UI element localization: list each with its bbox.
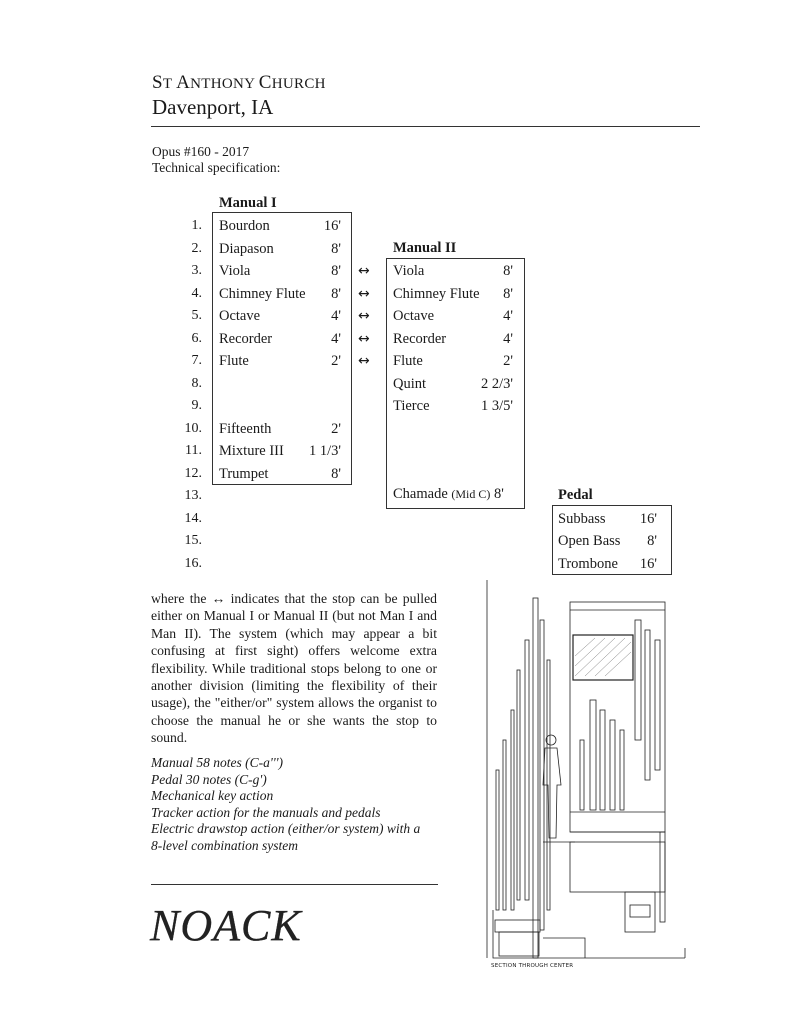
- row-number: 8.: [191, 375, 202, 391]
- row-number: 4.: [191, 285, 202, 301]
- organ-section-drawing: [485, 580, 697, 965]
- stop-pitch: 16': [639, 555, 657, 572]
- church-location: Davenport, IA: [152, 95, 274, 119]
- manual1-stop: [219, 466, 341, 483]
- spec-line: Manual 58 notes (C-a'''): [151, 755, 284, 770]
- manual2-stop: [393, 286, 513, 303]
- either-or-arrow: ↔: [358, 330, 370, 347]
- stop-pitch: 16': [639, 510, 657, 527]
- stop-name: Mixture III: [219, 443, 284, 459]
- noack-logo: [148, 898, 343, 948]
- stop-pitch: 4': [503, 308, 513, 324]
- manual1-stop: [219, 241, 341, 258]
- pedal-heading: Pedal: [558, 487, 593, 503]
- stop-pitch: 4': [331, 308, 341, 324]
- stop-name: Trombone: [558, 555, 618, 572]
- row-number: 16.: [184, 555, 202, 571]
- stop-pitch: 4': [503, 330, 513, 347]
- either-or-arrow: ↔: [358, 353, 370, 369]
- opus-number: Opus #160 - 2017: [152, 144, 250, 159]
- manual1-stop: [219, 421, 341, 438]
- stop-name: Bourdon: [219, 218, 270, 234]
- pedal-stop: [558, 556, 657, 573]
- spec-line: Electric drawstop action (either/or system) with a: [151, 821, 421, 837]
- stop-pitch: 8': [331, 240, 341, 257]
- stop-name: Subbass: [558, 510, 606, 527]
- manual1-stop: [219, 286, 341, 303]
- stop-pitch: 2 2/3': [480, 375, 513, 392]
- stop-name: Chimney Flute: [393, 285, 480, 302]
- stop-name: Open Bass: [558, 533, 621, 549]
- stop-pitch: 16': [323, 218, 341, 234]
- stop-name: Flute: [219, 353, 249, 369]
- manual2-stop: [393, 376, 513, 393]
- row-number: 12.: [184, 465, 202, 481]
- header-divider: [151, 126, 700, 127]
- stop-pitch: 8': [503, 263, 513, 279]
- spec-line: 8-level combination system: [151, 837, 298, 853]
- spec-line: Pedal 30 notes (C-g'): [151, 771, 267, 787]
- stop-name: Octave: [219, 308, 261, 324]
- stop-pitch: 8': [331, 465, 341, 482]
- row-number: 5.: [191, 308, 202, 323]
- manual1-stop: [219, 443, 341, 460]
- stop-name: Viola: [393, 263, 425, 279]
- stop-name: Octave: [393, 308, 435, 324]
- row-number: 6.: [191, 330, 202, 346]
- manual2-stop: [393, 331, 513, 348]
- row-number: 1.: [191, 218, 202, 233]
- stop-pitch: 8': [331, 285, 341, 302]
- row-number: 2.: [191, 240, 202, 256]
- stop-name: Flute: [393, 353, 423, 369]
- manual2-stop: [393, 398, 513, 415]
- row-number: 9.: [191, 398, 202, 413]
- stop-pitch: 1 1/3': [308, 443, 341, 459]
- manual2-chamade: Chamade (Mid C) 8': [393, 486, 504, 502]
- manual1-stop: [219, 331, 341, 348]
- manual2-heading: Manual II: [393, 240, 457, 256]
- row-number: 15.: [184, 533, 202, 548]
- stop-name: Tierce: [393, 398, 430, 414]
- spec-heading: Technical specification:: [152, 160, 281, 175]
- spec-line: Tracker action for the manuals and pedals: [151, 804, 381, 820]
- either-or-description: where the ↔ indicates that the stop can be pulled either on Manual I or Manual II (but not Man I and Man II). The system (which may appear a bit confusing at first sight) offers welcome extra flexibility. While traditional stops belong to one or another division (limiting the flexibility of their usage), the "either/or" system allows the organist to choose the manual he or she wants the stop to sound.: [151, 591, 437, 746]
- stop-name: Viola: [219, 263, 251, 279]
- stop-name: Trumpet: [219, 465, 269, 482]
- stop-pitch: 2': [331, 420, 341, 437]
- row-number: 14.: [184, 510, 202, 526]
- stop-pitch: 2': [503, 353, 513, 369]
- drawing-caption: SECTION THROUGH CENTER: [491, 963, 574, 969]
- manual1-stop: [219, 218, 341, 235]
- footer-divider: [151, 884, 438, 885]
- row-number: 10.: [184, 420, 202, 436]
- row-number: 13.: [184, 488, 202, 503]
- manual1-stop: [219, 308, 341, 325]
- spec-line: Mechanical key action: [151, 788, 274, 804]
- pedal-stop: [558, 511, 657, 528]
- svg-text:NOACK: NOACK: [150, 901, 302, 948]
- stop-name: Diapason: [219, 240, 274, 257]
- stop-name: Recorder: [219, 330, 273, 347]
- stop-pitch: 8': [331, 263, 341, 279]
- opus-info: [152, 144, 280, 176]
- stop-name: Fifteenth: [219, 420, 272, 437]
- stop-pitch: 2': [331, 353, 341, 369]
- either-or-arrow: ↔: [358, 263, 370, 279]
- pedal-stop: [558, 533, 657, 550]
- row-number: 3.: [191, 263, 202, 278]
- manual1-heading: Manual I: [219, 195, 277, 211]
- either-or-arrow: ↔: [358, 285, 370, 302]
- manual2-stop: [393, 308, 513, 325]
- manual2-stop: [393, 263, 513, 280]
- stop-pitch: 1 3/5': [480, 398, 513, 414]
- church-name: ST ANTHONY CHURCH: [152, 72, 326, 93]
- manual2-stop: [393, 353, 513, 370]
- stop-pitch: 4': [331, 330, 341, 347]
- stop-pitch: 8': [647, 533, 657, 549]
- stop-name: Quint: [393, 375, 427, 392]
- manual1-stop: [219, 353, 341, 370]
- manual1-stop: [219, 263, 341, 280]
- row-number: 7.: [191, 353, 202, 368]
- technical-specs: [151, 755, 451, 855]
- stop-name: Recorder: [393, 330, 447, 347]
- row-number: 11.: [185, 443, 202, 458]
- stop-pitch: 8': [503, 285, 513, 302]
- stop-name: Chimney Flute: [219, 285, 306, 302]
- either-or-arrow: ↔: [358, 308, 370, 324]
